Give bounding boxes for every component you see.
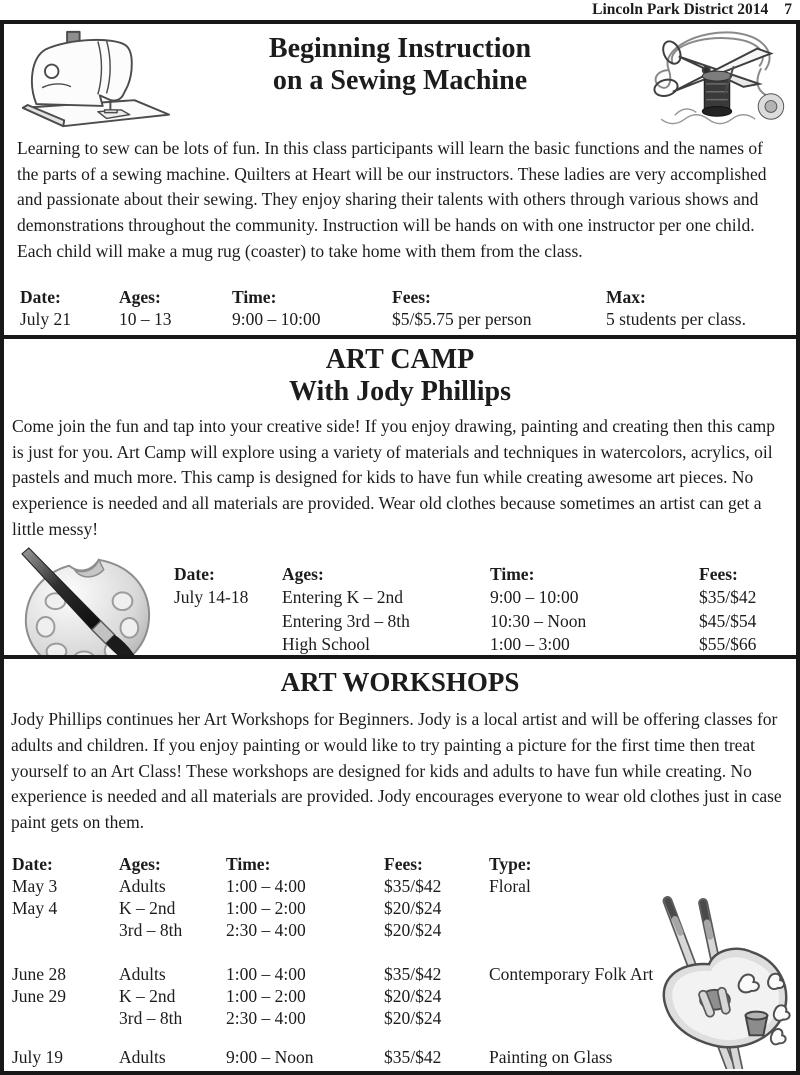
art-workshops-title: ART WORKSHOPS xyxy=(280,667,520,697)
camp-header-time: Time: xyxy=(490,563,535,584)
workshops-header-fees: Fees: xyxy=(384,853,423,874)
camp-header-date: Date: xyxy=(174,563,215,584)
row0-type: Floral xyxy=(489,875,531,896)
camp-ages-row-1: Entering 3rd – 8th xyxy=(282,610,410,631)
camp-value-date: July 14-18 xyxy=(174,587,249,608)
row3-type: Contemporary Folk Art xyxy=(489,963,654,984)
section-art-camp xyxy=(0,335,800,659)
art-camp-description: Come join the fun and tap into your creative side! If you enjoy drawing, painting and creating then this camp is just for you. Art Camp will explore using a variety of materials and techniques in watercolors, acrylics, oil pastels and much more. This camp is designed for kids to have fun while creating awesome art pieces. No experience is needed and all materials are provided. Wear old clothes because sometimes an artist can get a little messy! xyxy=(12,415,775,539)
row5-time: 2:30 – 4:00 xyxy=(226,1007,306,1028)
camp-fees-row-2: $55/$66 xyxy=(699,634,757,655)
sewing-value-max: 5 students per class. xyxy=(606,308,746,329)
art-camp-title-line1: ART CAMP xyxy=(325,344,475,375)
sewing-section-header xyxy=(4,24,796,128)
row2-fees: $20/$24 xyxy=(384,919,442,940)
camp-time-row-0: 9:00 – 10:00 xyxy=(490,587,579,608)
row4-ages: K – 2nd xyxy=(119,985,176,1006)
sewing-machine-icon xyxy=(12,29,178,130)
row1-ages: K – 2nd xyxy=(119,897,176,918)
row1-date: May 4 xyxy=(12,897,58,918)
sewing-value-fees: $5/$5.75 per person xyxy=(392,308,532,329)
workshops-header-type: Type: xyxy=(489,853,532,874)
row5-ages: 3rd – 8th xyxy=(119,1007,183,1028)
row5-fees: $20/$24 xyxy=(384,1007,442,1028)
row4-date: June 29 xyxy=(12,985,66,1006)
workshops-header-row xyxy=(12,853,796,875)
art-workshops-description: Jody Phillips continues her Art Workshops for Beginners. Jody is a local artist and will be offering classes for adults and children. If you enjoy painting or would like to try painting a picture for the first time then treat yourself to an Art Class! These workshops are designed for kids and adults to have fun while creating. No experience is needed and all materials are provided. Jody encourages everyone to wear old clothes just in case paint gets on them. xyxy=(11,709,782,833)
row6-ages: Adults xyxy=(119,1046,166,1067)
row2-ages: 3rd – 8th xyxy=(119,919,183,940)
row0-time: 1:00 – 4:00 xyxy=(226,875,306,896)
sewing-header-max: Max: xyxy=(606,286,646,307)
row5-date xyxy=(12,1007,119,1029)
sewing-value-date: July 21 xyxy=(20,308,72,329)
row6-time: 9:00 – Noon xyxy=(226,1046,314,1067)
row3-date: June 28 xyxy=(12,963,66,984)
row1-time: 1:00 – 2:00 xyxy=(226,897,306,918)
workshops-header-date: Date: xyxy=(12,853,53,874)
workshops-header-ages: Ages: xyxy=(119,853,161,874)
row3-fees: $35/$42 xyxy=(384,963,442,984)
row6-type: Painting on Glass xyxy=(489,1046,613,1067)
workshops-header-time: Time: xyxy=(226,853,271,874)
camp-header-ages: Ages: xyxy=(282,563,324,584)
page-running-head xyxy=(0,0,800,20)
paint-palette-brushes-icon xyxy=(628,889,794,1069)
sewing-description: Learning to sew can be lots of fun. In this class participants will learn the basic functions and the names of the parts of a sewing machine. Quilters at Heart will be our instructors. These ladies are very accomplished and passionate about their sewing. They enjoy sharing their talents with others through various shows and demonstrations throughout the community. Instruction will be hands on with one instructor per one child. Each child will make a mug rug (coaster) to take home with them from the class. xyxy=(17,138,767,261)
camp-fees-row-0: $35/$42 xyxy=(699,587,757,608)
row4-fees: $20/$24 xyxy=(384,985,442,1006)
publication-title: Lincoln Park District 2014 xyxy=(592,1,769,18)
art-camp-title-line2: With Jody Phillips xyxy=(288,376,511,408)
camp-ages-row-0: Entering K – 2nd xyxy=(282,587,404,608)
sewing-supplies-icon xyxy=(643,27,791,130)
art-camp-title xyxy=(4,339,796,409)
row6-fees: $35/$42 xyxy=(384,1046,442,1067)
row6-date: July 19 xyxy=(12,1046,64,1067)
row0-ages: Adults xyxy=(119,875,166,896)
row3-ages: Adults xyxy=(119,963,166,984)
sewing-value-ages: 10 – 13 xyxy=(119,308,172,329)
row0-fees: $35/$42 xyxy=(384,875,442,896)
camp-time-row-2: 1:00 – 3:00 xyxy=(490,634,570,655)
sewing-value-time-1: 9:00 – 10:00 xyxy=(232,308,321,329)
sewing-header-date: Date: xyxy=(20,286,61,307)
row3-time: 1:00 – 4:00 xyxy=(226,963,306,984)
page-number: 7 xyxy=(784,1,792,18)
row0-date: May 3 xyxy=(12,875,58,896)
camp-ages-row-2: High School xyxy=(282,634,370,655)
sewing-title-line1: Beginning Instruction xyxy=(268,33,532,64)
sewing-title-line2: on a Sewing Machine xyxy=(272,65,528,97)
row1-fees: $20/$24 xyxy=(384,897,442,918)
section-sewing-machine xyxy=(0,20,800,339)
row2-date xyxy=(12,919,119,941)
camp-fees-row-1: $45/$54 xyxy=(699,610,757,631)
sewing-header-time: Time: xyxy=(232,286,277,307)
section-art-workshops xyxy=(0,655,800,1075)
sewing-header-ages: Ages: xyxy=(119,286,161,307)
camp-time-row-1: 10:30 – Noon xyxy=(490,610,587,631)
sewing-header-fees: Fees: xyxy=(392,286,431,307)
camp-header-fees: Fees: xyxy=(699,563,738,584)
row4-time: 1:00 – 2:00 xyxy=(226,985,306,1006)
row2-time: 2:30 – 4:00 xyxy=(226,919,306,940)
